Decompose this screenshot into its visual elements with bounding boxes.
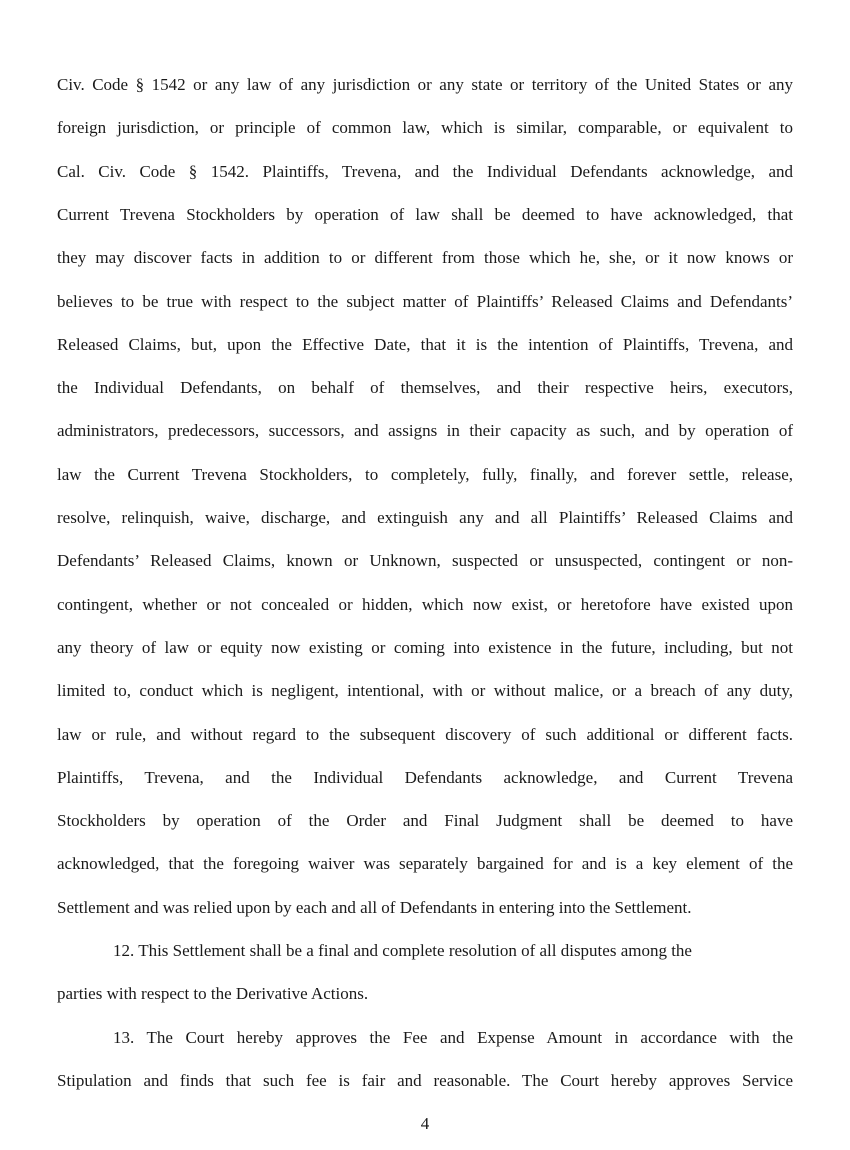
text-line: limited to, conduct which is negligent, intentional, with or without malice, or a breach of any duty, bbox=[57, 681, 793, 700]
text-line: the Individual Defendants, on behalf of themselves, and their respective heirs, executors, bbox=[57, 378, 793, 397]
text-line: foreign jurisdiction, or principle of common law, which is similar, comparable, or equivalent to bbox=[57, 118, 793, 137]
text-line: Current Trevena Stockholders by operation of law shall be deemed to have acknowledged, that bbox=[57, 205, 793, 224]
text-line: resolve, relinquish, waive, discharge, and extinguish any and all Plaintiffs’ Released Claims and bbox=[57, 508, 793, 527]
text-line: Cal. Civ. Code § 1542. Plaintiffs, Trevena, and the Individual Defendants acknowledge, and bbox=[57, 162, 793, 181]
text-line: Defendants’ Released Claims, known or Unknown, suspected or unsuspected, contingent or non- bbox=[57, 551, 793, 570]
text-line: Released Claims, but, upon the Effective Date, that it is the intention of Plaintiffs, Trevena, and bbox=[57, 335, 793, 354]
text-line: parties with respect to the Derivative Actions. bbox=[57, 984, 369, 1003]
text-line: Civ. Code § 1542 or any law of any jurisdiction or any state or territory of the United States or any bbox=[57, 75, 793, 94]
text-line: Stockholders by operation of the Order and Final Judgment shall be deemed to have bbox=[57, 811, 793, 830]
text-line: they may discover facts in addition to or different from those which he, she, or it now knows or bbox=[57, 248, 793, 267]
page-number: 4 bbox=[420, 1114, 430, 1133]
text-line: administrators, predecessors, successors, and assigns in their capacity as such, and by operation of bbox=[57, 421, 793, 440]
text-line: law or rule, and without regard to the subsequent discovery of such additional or different facts. bbox=[57, 725, 793, 744]
text-line: Plaintiffs, Trevena, and the Individual Defendants acknowledge, and Current Trevena bbox=[57, 768, 793, 787]
text-line: contingent, whether or not concealed or hidden, which now exist, or heretofore have existed upon bbox=[57, 595, 793, 614]
text-line: acknowledged, that the foregoing waiver was separately bargained for and is a key element of the bbox=[57, 854, 793, 873]
text-line: law the Current Trevena Stockholders, to completely, fully, finally, and forever settle, release, bbox=[57, 465, 793, 484]
text-line: believes to be true with respect to the subject matter of Plaintiffs’ Released Claims and Defendants’ bbox=[57, 292, 793, 311]
text-line: any theory of law or equity now existing or coming into existence in the future, including, but not bbox=[57, 638, 793, 657]
paragraph-13-line: 13. The Court hereby approves the Fee and Expense Amount in accordance with the bbox=[113, 1028, 793, 1047]
text-line: Settlement and was relied upon by each and all of Defendants in entering into the Settlement. bbox=[57, 898, 692, 917]
text-line: Stipulation and finds that such fee is fair and reasonable. The Court hereby approves Service bbox=[57, 1071, 793, 1090]
paragraph-12-line: 12. This Settlement shall be a final and complete resolution of all disputes among the bbox=[113, 941, 692, 960]
